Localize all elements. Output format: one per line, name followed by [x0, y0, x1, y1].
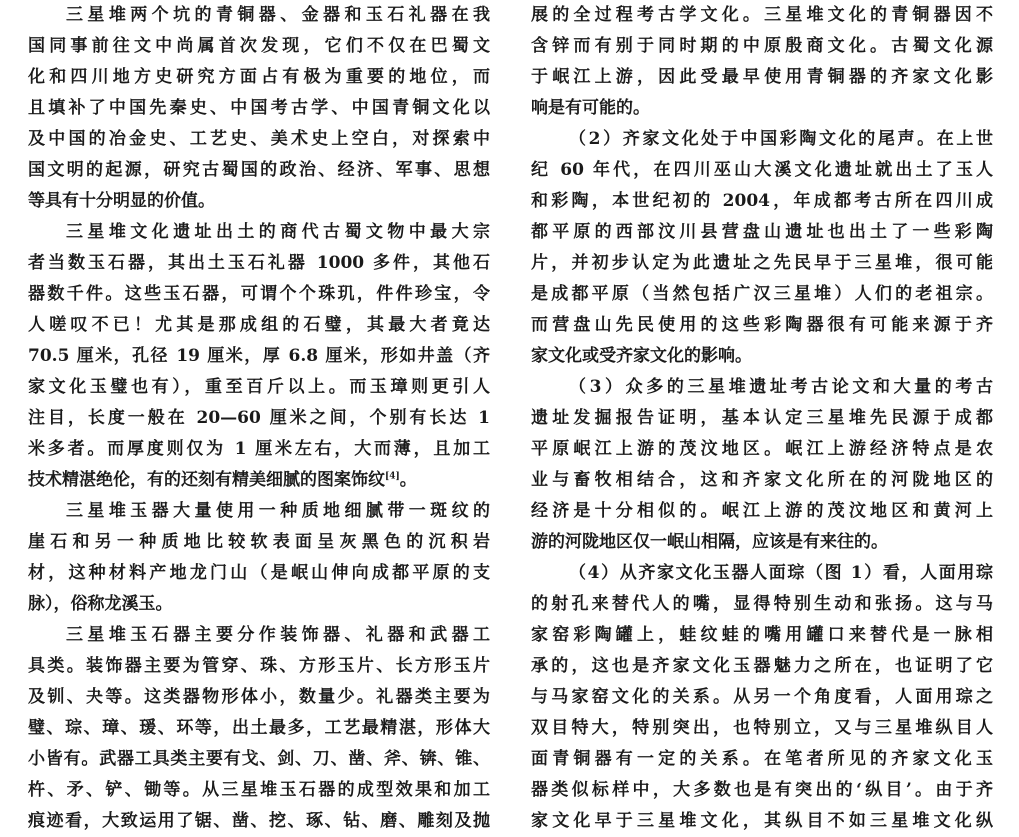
text-line [28, 31, 490, 62]
line-text: 展的全过程考古学文化。三星堆文化的青铜器因不 [531, 5, 993, 25]
text-line [531, 527, 993, 558]
line-text: 材，这种材料产地龙门山（是岷山伸向成都平原的支 [28, 563, 490, 583]
right-column [531, 0, 993, 837]
line-text: 化和四川地方史研究方面占有极为重要的地位，而 [28, 67, 490, 87]
line-text: 三星堆玉器大量使用一种质地细腻带一斑纹的 [66, 501, 490, 521]
line-text: 家文化早于三星堆文化，其纵目不如三星堆文化纵 [531, 811, 993, 831]
line-text: 响是有可能的。 [531, 98, 650, 118]
citation-marker: [4] [385, 471, 400, 482]
line-text: 技术精湛绝伦，有的还刻有精美细腻的图案饰纹 [28, 470, 385, 490]
text-line [28, 155, 490, 186]
text-line [531, 186, 993, 217]
text-line [531, 806, 993, 837]
line-text: 含锌而有别于同时期的中原殷商文化。古蜀文化源 [531, 36, 993, 56]
text-line [531, 589, 993, 620]
line-text: 且填补了中国先秦史、中国考古学、中国青铜文化以 [28, 98, 490, 118]
text-line [531, 744, 993, 775]
line-text: 都平原的西部汶川县营盘山遗址也出土了一些彩陶 [531, 222, 993, 242]
line-text: 家文化玉璧也有），重至百斤以上。而玉璋则更引人 [28, 377, 490, 397]
line-text: 家文化或受齐家文化的影响。 [531, 346, 752, 366]
line-text: 而营盘山先民使用的这些彩陶器很有可能来源于齐 [531, 315, 993, 335]
line-text: 纪 60 年代，在四川巫山大溪文化遗址就出土了玉人 [531, 160, 993, 180]
text-line [28, 124, 490, 155]
text-line [28, 558, 490, 589]
line-text: 70.5 厘米，孔径 19 厘米，厚 6.8 厘米，形如井盖（齐 [28, 346, 490, 366]
line-text: 三星堆两个坑的青铜器、金器和玉石礼器在我 [66, 5, 490, 25]
text-line [531, 124, 993, 155]
text-line [531, 310, 993, 341]
text-line [531, 217, 993, 248]
text-line [28, 0, 490, 31]
text-line [28, 93, 490, 124]
text-line [531, 62, 993, 93]
line-text: 承的，这也是齐家文化玉器魅力之所在，也证明了它 [531, 656, 993, 676]
text-line [531, 434, 993, 465]
line-text: 及中国的冶金史、工艺史、美术史上空白，对探索中 [28, 129, 490, 149]
line-text: 注目，长度一般在 20—60 厘米之间，个别有长达 1 [28, 408, 490, 428]
line-text: 三星堆文化遗址出土的商代古蜀文物中最大宗 [66, 222, 490, 242]
line-text: 三星堆玉石器主要分作装饰器、礼器和武器工 [66, 625, 490, 645]
text-line [531, 558, 993, 589]
line-text: 具类。装饰器主要为管穿、珠、方形玉片、长方形玉片 [28, 656, 490, 676]
text-line [28, 372, 490, 403]
line-text: 家窑彩陶罐上，蛙纹蛙的嘴用罐口来替代是一脉相 [531, 625, 993, 645]
text-line [531, 0, 993, 31]
line-text: 器类似标样中，大多数也是有突出的‘纵目’。由于齐 [531, 780, 993, 800]
line-text: （3）众多的三星堆遗址考古论文和大量的考古 [569, 377, 993, 397]
left-column [28, 0, 490, 837]
line-text: 片，并初步认定为此遗址之先民早于三星堆，很可能 [531, 253, 993, 273]
line-text: 双目特大，特别突出，也特别立，又与三星堆纵目人 [531, 718, 993, 738]
text-line [28, 775, 490, 806]
line-text: 与马家窑文化的关系。从另一个角度看，人面用琮之 [531, 687, 993, 707]
line-text: 国文明的起源，研究古蜀国的政治、经济、军事、思想 [28, 160, 490, 180]
text-line [531, 248, 993, 279]
text-line [28, 651, 490, 682]
text-line [531, 496, 993, 527]
line-text: 者当数玉石器，其出土玉石礼器 1000 多件，其他石 [28, 253, 490, 273]
text-line [531, 372, 993, 403]
text-line [28, 682, 490, 713]
text-line [28, 186, 490, 217]
text-line [28, 527, 490, 558]
text-line [28, 341, 490, 372]
line-text: 璧、琮、璋、瑗、环等，出土最多，工艺最精湛，形体大 [28, 718, 490, 738]
text-line [531, 93, 993, 124]
text-line [531, 775, 993, 806]
line-tail: 。 [399, 470, 417, 490]
text-line [28, 465, 490, 496]
line-text: 米多者。而厚度则仅为 1 厘米左右，大而薄，且加工 [28, 439, 490, 459]
text-line [531, 279, 993, 310]
text-line [531, 682, 993, 713]
text-line [531, 31, 993, 62]
line-text: 及钏、夬等。这类器物形体小，数量少。礼器类主要为 [28, 687, 490, 707]
line-text: 人嗟叹不已！尤其是那成组的石璧，其最大者竟达 [28, 315, 490, 335]
text-line [531, 341, 993, 372]
line-text: 游的河陇地区仅一岷山相隔，应该是有来往的。 [531, 532, 888, 552]
text-line [531, 155, 993, 186]
line-text: 小皆有。武器工具类主要有戈、剑、刀、凿、斧、锛、锥、 [28, 749, 490, 769]
line-text: （2）齐家文化处于中国彩陶文化的尾声。在上世 [569, 129, 993, 149]
text-line [28, 403, 490, 434]
line-text: 遗址发掘报告证明，基本认定三星堆先民源于成都 [531, 408, 993, 428]
line-text: 和彩陶，本世纪初的 2004，年成都考古所在四川成 [531, 191, 993, 211]
line-text: 国同事前往文中尚属首次发现，它们不仅在巴蜀文 [28, 36, 490, 56]
text-line [531, 620, 993, 651]
text-line [28, 496, 490, 527]
line-text: 杵、矛、铲、锄等。从三星堆玉石器的成型效果和加工 [28, 780, 490, 800]
line-text: 等具有十分明显的价值。 [28, 191, 215, 211]
line-text: 崖石和另一种质地比较软表面呈灰黑色的沉积岩 [28, 532, 490, 552]
text-line [531, 403, 993, 434]
text-line [531, 465, 993, 496]
line-text: 的射孔来替代人的嘴，显得特别生动和张扬。这与马 [531, 594, 993, 614]
text-line [531, 651, 993, 682]
text-line [28, 217, 490, 248]
line-text: （4）从齐家文化玉器人面琮（图 1）看，人面用琮 [569, 563, 993, 583]
text-line [28, 620, 490, 651]
text-line [28, 434, 490, 465]
line-text: 是成都平原（当然包括广汉三星堆）人们的老祖宗。 [531, 284, 993, 304]
text-line [28, 589, 490, 620]
line-text: 脉），俗称龙溪玉。 [28, 594, 173, 614]
text-line [28, 806, 490, 837]
text-line [28, 248, 490, 279]
text-line [28, 310, 490, 341]
text-line [28, 713, 490, 744]
text-line [531, 713, 993, 744]
text-line [28, 744, 490, 775]
line-text: 于岷江上游，因此受最早使用青铜器的齐家文化影 [531, 67, 993, 87]
line-text: 痕迹看，大致运用了锯、凿、挖、琢、钻、磨、雕刻及抛 [28, 811, 490, 831]
line-text: 业与畜牧相结合，这和齐家文化所在的河陇地区的 [531, 470, 993, 490]
line-text: 平原岷江上游的茂汶地区。岷江上游经济特点是农 [531, 439, 993, 459]
line-text: 器数千件。这些玉石器，可谓个个珠玑，件件珍宝，令 [28, 284, 490, 304]
line-text: 面青铜器有一定的关系。在笔者所见的齐家文化玉 [531, 749, 993, 769]
text-line [28, 62, 490, 93]
text-line [28, 279, 490, 310]
line-text: 经济是十分相似的。岷江上游的茂汶地区和黄河上 [531, 501, 993, 521]
